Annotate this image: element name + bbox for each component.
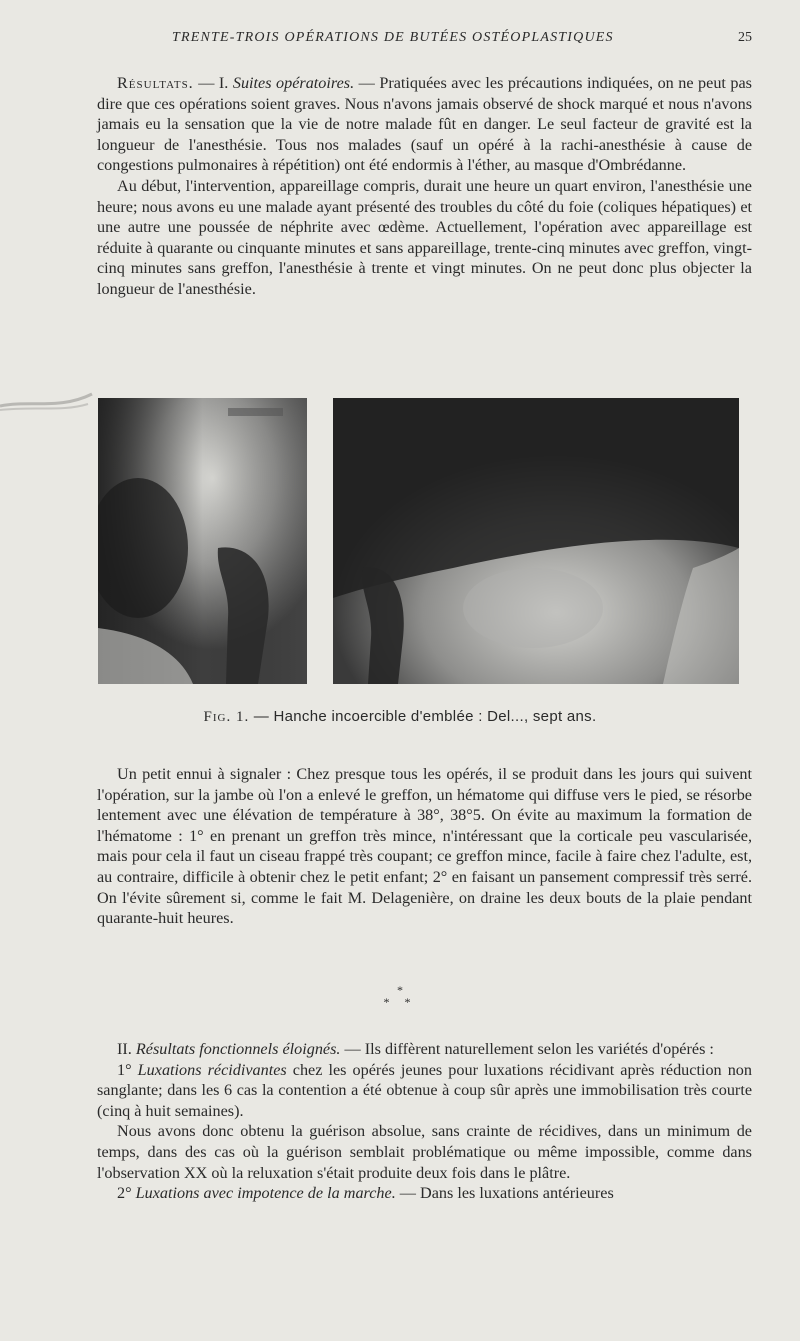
- subsection-title: Résultats fonctionnels éloignés.: [135, 1040, 341, 1058]
- item-title: Luxations récidivantes: [137, 1060, 287, 1079]
- figure-1: [98, 398, 740, 684]
- section-head: Résultats.: [117, 74, 194, 92]
- figure-label: Fig. 1.: [203, 709, 250, 725]
- figure-caption: [0, 708, 800, 726]
- paragraph-anesthesia: Au début, l'intervention, appareillage compris, durait une heure un quart environ, l'anesthésie une heure; nous avons eu une malade ayant présenté des troubles du côté du foie (coliques hépatiques) et une autre une poussée de néphrite avec œdème. Actuellement, l'opération avec appareillage est réduite à quarante ou cinquante minutes et sans appareillage, trente-cinq minutes avec greffon, vingt-cinq minutes sans greffon, l'anesthésie à trente et vingt minutes. On ne peut donc plus objecter la longueur de l'anesthésie.: [97, 176, 752, 298]
- caption-text: — Hanche incoercible d'emblée : Del..., sept ans.: [249, 708, 597, 725]
- text-block-top: [97, 73, 752, 300]
- xray-image-right: [333, 398, 739, 684]
- page-number: 25: [738, 30, 752, 45]
- item-title: Luxations avec impotence de la marche.: [135, 1184, 396, 1203]
- binding-thread: [0, 386, 100, 416]
- asterism: * * *: [383, 983, 417, 1009]
- paragraph-hematoma: Un petit ennui à signaler : Chez presque tous les opérés, il se produit dans les jours qui suivent l'opération, sur la jambe où l'on a enlevé le greffon, un hématome qui diffuse vers le pied, se résorbe lentement avec une élévation de température à 38°, 38°5. On évite au maximum la formation de l'hématome : 1° en prenant un greffon très mince, n'intéressant que la corticale peu vascularisée, mais pour cela il faut un ciseau frappé très coupant; ce greffon mince, facile à faire chez l'adulte, est, au contraire, difficile à obtenir chez le petit enfant; 2° en faisant un pansement compressif très serré. On l'évite sûrement si, comme le fait M. Delagenière, on draine les deux bouts de la plaie pendant quarante-huit heures.: [97, 765, 752, 928]
- text-block-middle: [97, 764, 752, 929]
- running-title: TRENTE-TROIS OPÉRATIONS DE BUTÉES OSTÉOPLASTIQUES: [172, 30, 614, 45]
- text-block-bottom: [97, 1039, 752, 1204]
- paragraph-results: Résultats. — I. Suites opératoires. — Pratiquées avec les précautions indiquées, on ne peut pas dire que ces opérations soient graves. Nous n'avons jamais observé de shock marqué et nous n'avons jamais eu la sensation que la vie de notre malade fût en danger. Le seul facteur de gravité est la longueur de l'anesthésie. Tous nos malades (sauf un opéré à la rachi-anesthésie à cause de congestions pulmonaires à répétition) ont été endormis à l'éther, au masque d'Ombrédanne.: [97, 74, 752, 175]
- subsection-title: Suites opératoires.: [232, 74, 355, 92]
- xray-image-left: [98, 398, 307, 684]
- paragraph-cure: Nous avons donc obtenu la guérison absolue, sans crainte de récidives, dans un minimum de temps, dans des cas où la guérison semblait problématique ou même impossible, comme dans l'observation XX où la reluxation s'était produite deux fois dans le plâtre.: [97, 1122, 752, 1182]
- paragraph-functional-results: II. Résultats fonctionnels éloignés. — Ils diffèrent naturellement selon les variétés d'opérés :: [117, 1040, 714, 1058]
- paragraph-impotence: 2° Luxations avec impotence de la marche. — Dans les luxations antérieures: [117, 1184, 614, 1203]
- paragraph-recurrent-luxations: 1° Luxations récidivantes chez les opérés jeunes pour luxations récidivant après réduction non sanglante; dans les 6 cas la contention a été obtenue à coup sûr après une immobilisation très courte (cinq à huit semaines).: [97, 1060, 752, 1120]
